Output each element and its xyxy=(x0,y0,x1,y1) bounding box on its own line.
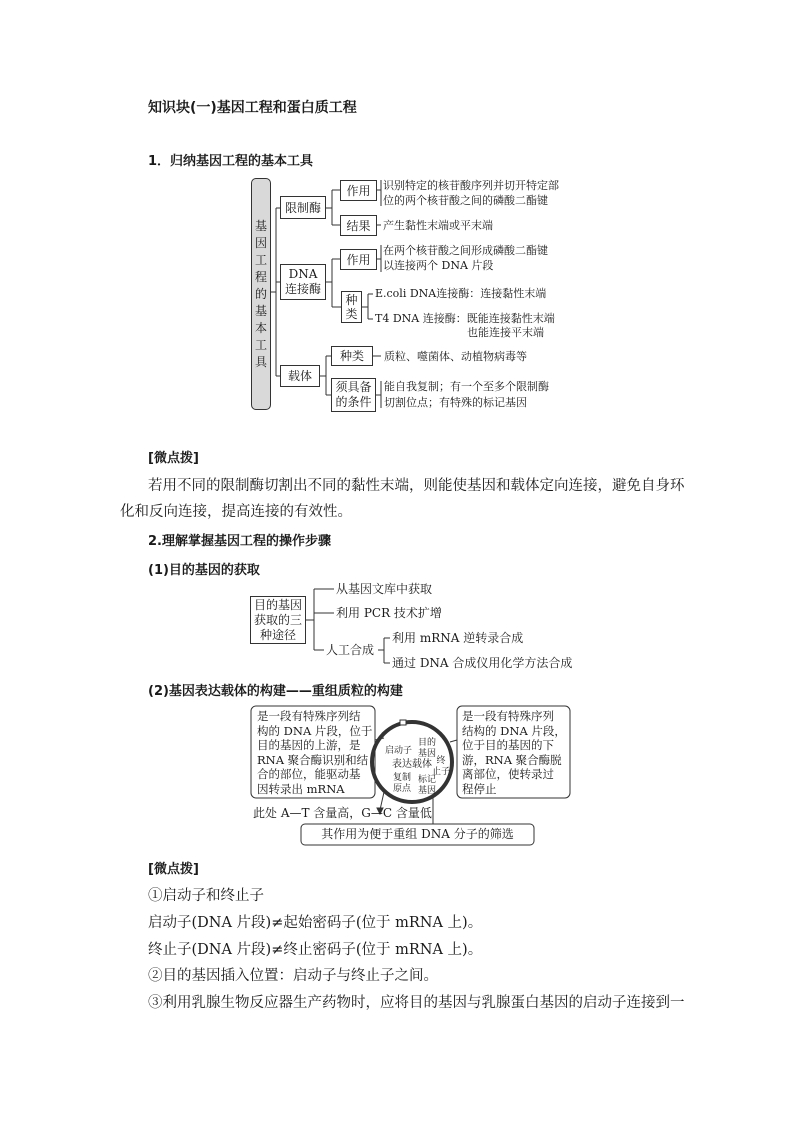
way-synthesis: 人工合成 xyxy=(326,643,375,657)
tip1-text-line2: 化和反向连接，提高连接的有效性。 xyxy=(120,504,352,520)
ways-root-line2: 获取的三 xyxy=(253,612,302,627)
ligase-line2: 连接酶 xyxy=(284,282,321,296)
terminator-description xyxy=(462,709,566,796)
ligase-kind-tag: 种类 xyxy=(341,291,362,323)
root-basic-tools: 基因工程的基本工具 xyxy=(251,178,271,410)
terminator-desc-line6: 程停止 xyxy=(462,781,497,796)
heading-steps: 2.理解掌握基因工程的操作步骤 xyxy=(148,534,331,549)
ligase-kind2-line1: T4 DNA 连接酶：既能连接黏性末端 xyxy=(375,312,555,325)
tip2-item1a: 启动子(DNA 片段)≠起始密码子(位于 mRNA 上)。 xyxy=(148,915,483,931)
terminator-desc-line3: 位于目的基因的下 xyxy=(462,738,554,752)
tip1-label: [微点拨] xyxy=(148,451,199,466)
promoter-description xyxy=(257,709,372,796)
ways-root-line3: 种途径 xyxy=(259,627,296,642)
marker-function-note: 其作用为便于重组 DNA 分子的筛选 xyxy=(321,827,514,841)
tip2-item1b: 终止子(DNA 片段)≠终止密码子(位于 mRNA 上)。 xyxy=(148,942,483,958)
plasmid-center-label: 表达载体 xyxy=(392,759,432,770)
plasmid-ori-label xyxy=(393,773,411,795)
plasmid-marker-line1: 标记 xyxy=(418,775,437,785)
promoter-desc-line4: RNA 聚合酶识别和结 xyxy=(257,752,369,767)
tip2-label: [微点拨] xyxy=(148,862,199,877)
vector-box: 载体 xyxy=(280,365,320,387)
promoter-desc-line5: 合的部位，能驱动基 xyxy=(257,767,361,781)
plasmid-ori-line1: 复制 xyxy=(393,773,412,783)
plasmid-marker-label xyxy=(418,775,436,797)
enzyme-result: 产生黏性末端或平末端 xyxy=(383,219,493,232)
ligase-line1: DNA xyxy=(288,267,318,281)
ways-root-line1: 目的基因 xyxy=(253,597,302,612)
ligase-role-line1: 在两个核苷酸之间形成磷酸二酯键 xyxy=(383,244,548,257)
plasmid-promoter-label: 启动子 xyxy=(385,746,413,756)
plasmid-target-line1: 目的 xyxy=(418,738,437,748)
ligase-role-line2: 以连接两个 DNA 片段 xyxy=(383,259,494,272)
enzyme-role-line1: 识别特定的核苷酸序列并切开特定部 xyxy=(383,179,559,192)
vector-cond-tag-line1: 须具备 xyxy=(335,380,372,394)
promoter-desc-line6: 因转录出 mRNA xyxy=(257,781,345,796)
ligase-kind2-line2: 也能连接平末端 xyxy=(467,326,544,339)
plasmid-target-line2: 基因 xyxy=(418,749,437,759)
terminator-desc-line1: 是一段有特殊序列 xyxy=(462,709,554,723)
vector-kind-tag: 种类 xyxy=(331,346,373,366)
restriction-enzyme-box: 限制酶 xyxy=(280,196,326,219)
terminator-desc-line5: 离部位，使转录过 xyxy=(462,767,554,781)
enzyme-role-tag: 作用 xyxy=(340,180,377,201)
tip1-text-line1: 若用不同的限制酶切割出不同的黏性末端，则能使基因和载体定向连接，避免自身环 xyxy=(148,478,685,494)
sub-vector-construction: (2)基因表达载体的构建——重组质粒的构建 xyxy=(148,684,403,699)
plasmid-marker-line2: 基因 xyxy=(418,786,437,796)
ligase-role-tag: 作用 xyxy=(340,249,377,270)
tip2-item1: ①启动子和终止子 xyxy=(148,888,264,904)
enzyme-result-tag: 结果 xyxy=(340,215,377,236)
vector-cond-tag-line2: 的条件 xyxy=(335,395,372,409)
terminator-desc-line4: 游，RNA 聚合酶脱 xyxy=(462,752,562,767)
tip2-item3: ③利用乳腺生物反应器生产药物时，应将目的基因与乳腺蛋白基因的启动子连接到一 xyxy=(148,995,685,1011)
way-reverse-transcription: 利用 mRNA 逆转录合成 xyxy=(392,631,524,645)
promoter-desc-line1: 是一段有特殊序列结 xyxy=(257,709,361,723)
enzyme-role-line2: 位的两个核苷酸之间的磷酸二酯键 xyxy=(383,194,548,207)
ligase-kind1: E.coli DNA连接酶：连接黏性末端 xyxy=(375,287,547,300)
vector-cond-line2: 切割位点；有特殊的标记基因 xyxy=(384,396,527,409)
plasmid-ori-line2: 原点 xyxy=(393,784,412,794)
promoter-desc-line3: 目的基因的上游，是 xyxy=(257,738,361,752)
way-library: 从基因文库中获取 xyxy=(336,582,433,596)
tip2-item2: ②目的基因插入位置：启动子与终止子之间。 xyxy=(148,968,438,984)
sub-target-gene: (1)目的基因的获取 xyxy=(148,563,260,578)
plasmid-terminator-line2: 止子 xyxy=(432,767,451,777)
vector-kind: 质粒、噬菌体、动植物病毒等 xyxy=(384,350,527,363)
terminator-desc-line2: 结构的 DNA 片段， xyxy=(462,723,566,738)
way-chemical-synthesis: 通过 DNA 合成仪用化学方法合成 xyxy=(392,656,573,670)
heading-basic-tools: 1．归纳基因工程的基本工具 xyxy=(148,154,314,169)
plasmid-terminator-line1: 终 xyxy=(436,756,446,766)
at-content-note: 此处 A—T 含量高，G—C 含量低 xyxy=(253,806,432,820)
vector-cond-line1: 能自我复制；有一个至多个限制酶 xyxy=(384,380,549,393)
way-pcr: 利用 PCR 技术扩增 xyxy=(336,606,442,620)
promoter-desc-line2: 构的 DNA 片段，位于 xyxy=(257,723,373,738)
section-title: 知识块(一)基因工程和蛋白质工程 xyxy=(148,100,357,116)
